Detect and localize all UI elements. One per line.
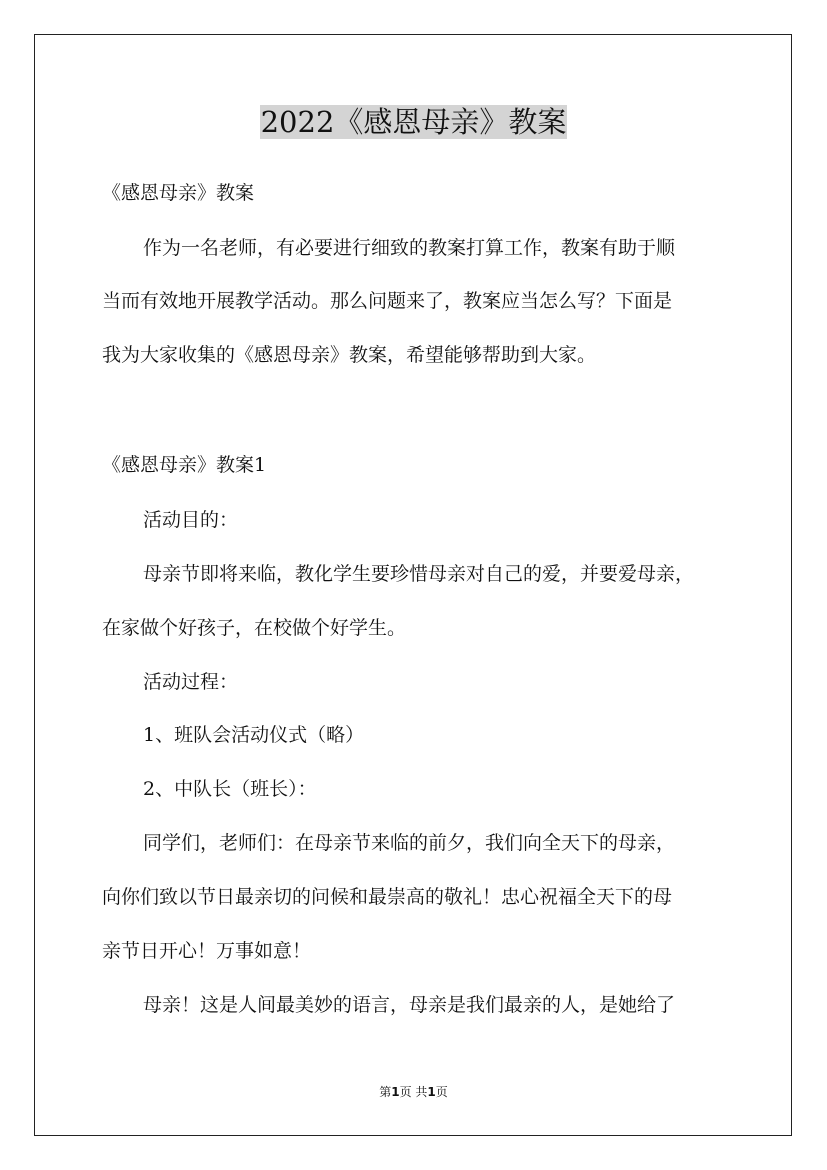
footer-page-mid: 页 共 [399,1085,428,1099]
intro-line-1: 作为一名老师，有必要进行细致的教案打算工作，教案有助于顺 [143,237,676,259]
footer-page-prefix: 第 [379,1085,392,1099]
intro-line-2: 当而有效地开展教学活动。那么问题来了，教案应当怎么写？下面是 [102,290,673,312]
paragraph-line: 在家做个好孩子，在校做个好学生。 [102,617,407,639]
paragraph-line: 同学们，老师们：在母亲节来临的前夕，我们向全天下的母亲， [143,832,676,854]
document-title [0,102,827,142]
paragraph-line: 活动过程： [143,671,239,693]
footer-page-total: 1 [427,1085,436,1099]
paragraph-line: 母亲节即将来临，教化学生要珍惜母亲对自己的爱，并要爱母亲， [143,563,695,585]
page-footer [0,1084,827,1100]
document-subtitle: 《感恩母亲》教案 [102,182,255,204]
paragraph-line: 母亲！这是人间最美妙的语言，母亲是我们最亲的人，是她给了 [143,994,676,1016]
intro-line-3: 我为大家收集的《感恩母亲》教案，希望能够帮助到大家。 [102,344,597,366]
footer-page-current: 1 [391,1085,400,1099]
paragraph-line: 1、班队会活动仪式（略） [143,724,365,746]
paragraph-line: 2、中队长（班长）： [143,778,317,800]
paragraph-line: 活动目的： [143,509,239,531]
document-title-text: 2022《感恩母亲》教案 [260,105,567,139]
paragraph-line: 向你们致以节日最亲切的问候和最崇高的敬礼！忠心祝福全天下的母 [102,886,673,908]
footer-page-suffix: 页 [435,1085,448,1099]
paragraph-line: 亲节日开心！万事如意！ [102,940,312,962]
section-heading: 《感恩母亲》教案1 [102,454,267,476]
